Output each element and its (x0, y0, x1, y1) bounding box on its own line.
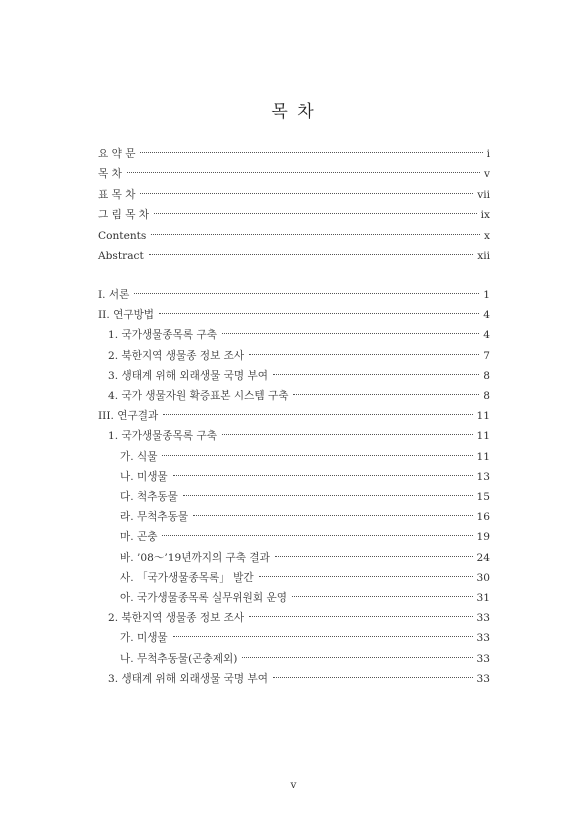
toc-entry[interactable] (120, 630, 490, 646)
toc-entry-page: 7 (483, 349, 490, 362)
toc-entry-page: 8 (483, 390, 490, 402)
dot-leader (293, 394, 479, 395)
dot-leader (163, 414, 472, 415)
toc-entry-label: 라. 무척추동물 (120, 511, 189, 524)
toc-entry-label: 목 차 (98, 168, 122, 181)
dot-leader (249, 354, 479, 355)
toc-entry-page: 30 (476, 571, 490, 584)
toc-entry-page: 33 (476, 652, 490, 665)
dot-leader (134, 293, 479, 294)
toc-entry[interactable] (98, 287, 490, 303)
toc-entry-label: 3. 생태계 위해 외래생물 국명 부여 (108, 369, 268, 382)
dot-leader (140, 193, 473, 194)
toc-entry-page: 11 (476, 430, 490, 443)
toc-entry-label: 표 목 차 (98, 188, 136, 201)
toc-entry[interactable] (98, 307, 490, 323)
toc-entry-page: 24 (476, 551, 490, 564)
dot-leader (173, 636, 473, 637)
toc-entry-label: 2. 북한지역 생물종 정보 조사 (108, 612, 245, 625)
toc-entry-label: 다. 척추동물 (120, 491, 178, 503)
dot-leader (140, 152, 482, 153)
dot-leader (292, 596, 473, 597)
dot-leader (162, 455, 472, 456)
toc-entry[interactable] (120, 550, 490, 566)
page-title: 목 차 (271, 102, 316, 122)
toc-entry[interactable] (120, 529, 490, 545)
toc-entry[interactable] (120, 469, 490, 485)
toc-entry-label: III. 연구결과 (98, 410, 159, 423)
toc-entry[interactable] (120, 590, 490, 606)
toc-entry-label: 사. 「국가생물종목록」 발간 (120, 571, 254, 584)
toc-entry[interactable] (120, 509, 490, 525)
dot-leader (275, 556, 473, 557)
dot-leader (273, 677, 473, 678)
toc-entry[interactable] (98, 146, 490, 162)
toc-entry-label: 1. 국가생물종목록 구축 (108, 430, 217, 443)
toc-entry-page: ix (480, 209, 490, 222)
toc-entry-page: 13 (476, 470, 490, 483)
toc-entry-page: 1 (483, 289, 490, 301)
toc-entry-page: 15 (476, 491, 490, 503)
toc-entry[interactable] (120, 651, 490, 667)
toc-entry-page: 19 (476, 531, 490, 544)
toc-entry-page: x (484, 229, 490, 242)
dot-leader (154, 213, 477, 214)
toc-entry-label: 가. 식물 (120, 450, 158, 463)
toc-entry-label: 바. ’08～’19년까지의 구축 결과 (120, 551, 270, 564)
toc-entry-label: 나. 무척추동물(곤충제외) (120, 652, 238, 665)
toc-entry-page: 31 (476, 592, 490, 604)
dot-leader (222, 434, 473, 435)
toc-entry[interactable] (108, 348, 490, 364)
toc-entry-label: Contents (98, 229, 147, 242)
toc-entry-page: 16 (476, 511, 490, 524)
toc-entry-label: 1. 국가생물종목록 구축 (108, 329, 217, 342)
toc-entry-label: 가. 미생물 (120, 632, 168, 645)
toc-entry-page: 33 (476, 672, 490, 685)
toc-entry[interactable] (108, 610, 490, 626)
toc-entry-page: vii (477, 188, 490, 201)
toc-entry-page: 11 (476, 450, 490, 463)
toc-entry-label: 나. 미생물 (120, 470, 168, 483)
toc-entry-page: 4 (483, 309, 490, 322)
toc-entry-label: 아. 국가생물종목록 실무위원회 운영 (120, 592, 287, 604)
toc-entry[interactable] (98, 248, 490, 264)
dot-leader (159, 313, 479, 314)
toc-entry-page: xii (477, 250, 490, 262)
toc-entry-label: II. 연구방법 (98, 309, 155, 322)
toc-entry[interactable] (120, 449, 490, 465)
toc-entry-label: 마. 곤충 (120, 531, 158, 544)
toc-entry[interactable] (108, 368, 490, 384)
toc-entry[interactable] (108, 671, 490, 687)
toc-entry[interactable] (98, 187, 490, 203)
toc-entry[interactable] (108, 388, 490, 404)
toc-entry-label: 3. 생태계 위해 외래생물 국명 부여 (108, 672, 268, 685)
dot-leader (259, 576, 473, 577)
dot-leader (242, 657, 472, 658)
toc-entry-page: v (484, 168, 490, 181)
toc-entry[interactable] (108, 327, 490, 343)
toc-entry-page: i (486, 148, 490, 160)
toc-entry-page: 8 (483, 369, 490, 382)
toc-entry[interactable] (120, 489, 490, 505)
dot-leader (127, 172, 480, 173)
toc-entry[interactable] (98, 228, 490, 244)
dot-leader (173, 475, 473, 476)
dot-leader (222, 333, 479, 334)
toc-entry-page: 11 (476, 410, 490, 423)
toc-entry[interactable] (108, 428, 490, 444)
dot-leader (162, 535, 472, 536)
toc-entry-page: 33 (476, 612, 490, 625)
toc-entry-label: 2. 북한지역 생물종 정보 조사 (108, 349, 245, 362)
dot-leader (149, 254, 474, 255)
dot-leader (183, 495, 473, 496)
toc-entry-page: 4 (483, 329, 490, 342)
dot-leader (273, 374, 479, 375)
toc-entry[interactable] (98, 408, 490, 424)
toc-entry[interactable] (98, 207, 490, 223)
toc-entry-label: Abstract (98, 250, 144, 262)
toc-entry-label: 4. 국가 생물자원 확증표본 시스템 구축 (108, 390, 289, 402)
toc-entry-label: I. 서론 (98, 289, 130, 301)
toc-entry[interactable] (98, 166, 490, 182)
page-number: v (290, 779, 297, 791)
toc-entry[interactable] (120, 570, 490, 586)
toc-entry-label: 그 림 목 차 (98, 209, 150, 222)
toc-entry-page: 33 (476, 632, 490, 645)
dot-leader (193, 515, 472, 516)
dot-leader (249, 616, 472, 617)
dot-leader (151, 234, 480, 235)
toc-entry-label: 요 약 문 (98, 148, 136, 160)
